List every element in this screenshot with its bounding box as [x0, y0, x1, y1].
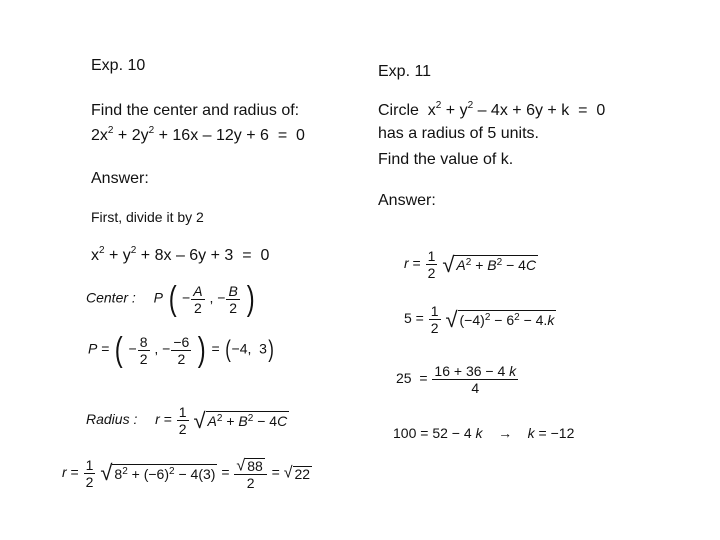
- exp10-divided-equation: $x^2 + y^2 + 8x - 6y + 3 = 0$: [91, 245, 270, 264]
- exp10-prompt-line1: Find the center and radius of:: [91, 102, 300, 119]
- center-label: Center :: [86, 289, 136, 306]
- exp11-answer-label: Answer:: [378, 192, 436, 209]
- exp10-heading: Exp. 10: [91, 57, 146, 74]
- exp11-prompt-line1: Circle $x^2 + y^2 - 4x + 6y + k = 0$: [378, 100, 606, 119]
- exp11-prompt-line2: has a radius of 5 units.: [378, 125, 539, 142]
- center-result: P = ( − $\frac{8}{2}$ , − $\frac{-6}{2}$ ) = (−4, 3): [88, 331, 274, 369]
- radius-label: Radius :: [86, 411, 138, 428]
- exp11-step1: r = $\frac{1}{2}$ √ $A^2 + B^2 - 4C$: [404, 248, 537, 281]
- radius-result: r = $\frac{1}{2}$ √ $8^2 + (-6)^2 - 4(3)$ = $\frac{√ 88}{2}$ = √ 22: [62, 456, 311, 491]
- center-formula: Center : P ( − $\frac{A}{2}$ , − $\frac{B}{2}$ ): [86, 280, 255, 318]
- radius-formula: Radius : r = $\frac{1}{2}$ √ $A^2 + B^2 - 4C$: [86, 404, 288, 437]
- exp10-answer-label: Answer:: [91, 170, 149, 187]
- exp10-prompt-line2: $2x^2 + 2y^2 + 16x - 12y + 6 = 0$: [91, 125, 305, 144]
- exp11-heading: Exp. 11: [378, 63, 432, 80]
- exp11-prompt-line3: Find the value of k.: [378, 151, 514, 168]
- exp11-step2: 5 = $\frac{1}{2}$ √ $(-4)^2 - 6^2 - 4.k$: [404, 303, 555, 336]
- exp11-step3: 25 = $\frac{16 + 36 - 4 k}{4}$: [396, 363, 517, 396]
- exp10-step-note: First, divide it by 2: [91, 209, 204, 225]
- exp11-step4: 100 = 52 − 4 k → k = −12: [393, 425, 575, 441]
